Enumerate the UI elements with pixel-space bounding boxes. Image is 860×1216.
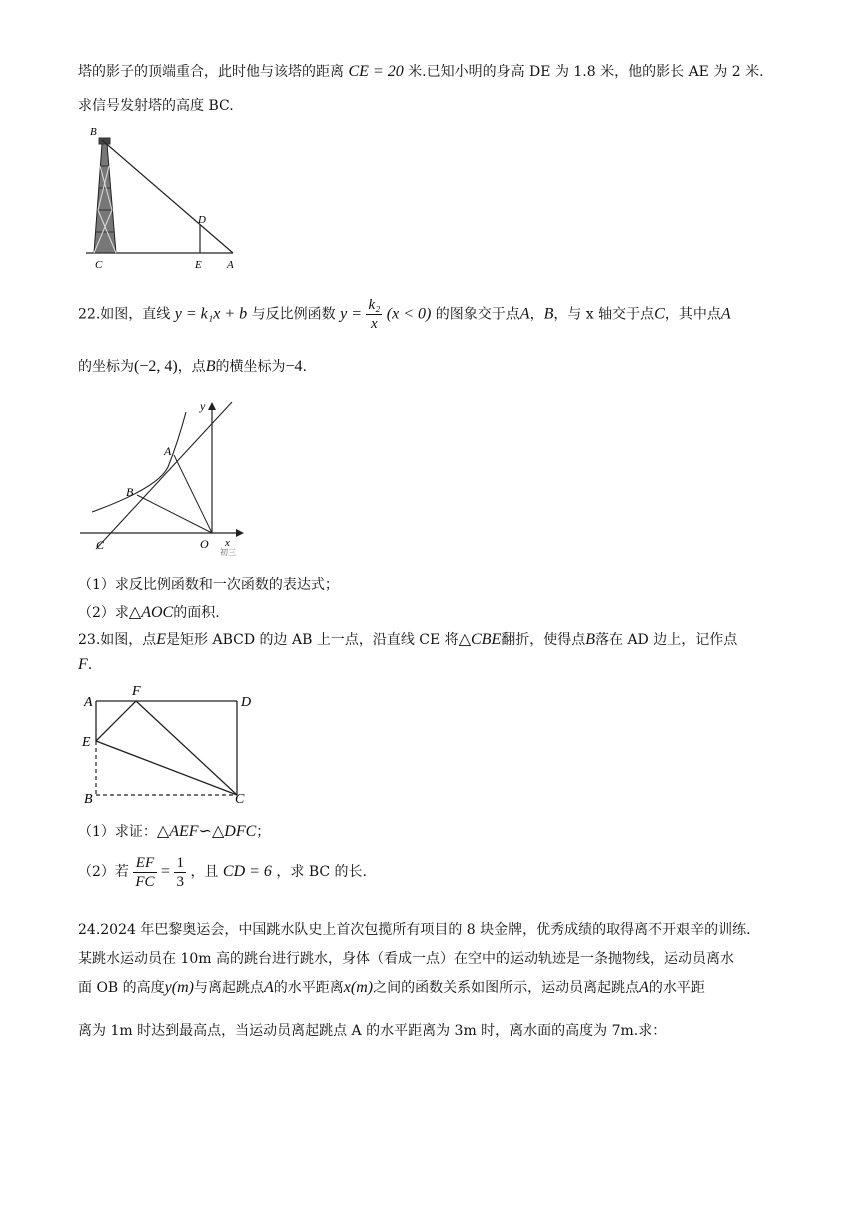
q23-ratio-value — [174, 854, 186, 891]
q24-line3-A2: A — [639, 979, 649, 996]
q22-text-line2 — [78, 357, 307, 377]
q23-line1-c: 翻折，使得点 — [501, 632, 586, 648]
q21-line1-text: 塔的影子的顶端重合，此时他与该塔的距离 — [78, 64, 344, 80]
q23-label-A: A — [84, 695, 93, 710]
q22-x-axis-arrow — [236, 529, 244, 537]
q22-line1-A: A — [519, 305, 530, 323]
q24-text-line4: 离为 1m 时达到最高点，当运动员离起跳点 A 的水平距离为 3m 时，离水面的高度为 7m.求： — [78, 1023, 667, 1039]
q23-frac-FC: FC — [135, 873, 155, 890]
q23-similarity: △AEF∽△DFC — [156, 823, 257, 840]
q22-inverse-condition: (x < 0) — [386, 305, 432, 323]
q23-text-line1 — [78, 630, 737, 650]
q23-sub2-c: ，求 BC 的长. — [276, 864, 367, 880]
q23-frac-one: 1 — [176, 854, 184, 871]
q21-text-line2: 求信号发射塔的高度 BC. — [78, 98, 234, 114]
q21-shadow-line-BA — [102, 140, 233, 253]
q21-label-E: E — [195, 259, 202, 271]
q22-label-O: O — [200, 537, 209, 551]
q24-line3-a: 面 OB 的高度 — [78, 980, 165, 996]
q23-triangle-CBE: △CBE — [458, 631, 502, 648]
q22-label-x: x — [225, 537, 230, 549]
q22-text-line1 — [78, 296, 731, 333]
q22-line1-A2: A — [720, 305, 731, 323]
q24-line3-d: 之间的函数关系如图所示，运动员离起跳点 — [373, 980, 640, 996]
q22-line2-B: B — [205, 358, 216, 375]
q23-sub2-b: ，且 — [190, 864, 219, 880]
q22-point-B-x: −4 — [285, 358, 303, 375]
q22-inverse-fraction — [366, 296, 382, 333]
q23-line1-E: E — [156, 631, 167, 648]
q21-line1-math: CE = 20 — [348, 63, 404, 80]
q22-label-y: y — [200, 399, 206, 413]
q23-segment-EF — [96, 701, 136, 741]
q22-label-A: A — [164, 444, 172, 458]
q24-text-line3 — [78, 978, 705, 998]
q22-line1-d: ，与 x 轴交于点 — [553, 306, 655, 323]
q23-frac-EF: EF — [133, 854, 156, 873]
q23-CD-value: CD = 6 — [222, 863, 272, 880]
q21-label-C: C — [95, 259, 103, 271]
q22-line1-a: 22.如图，直线 — [78, 306, 171, 323]
q22-frac-denominator: x — [371, 316, 378, 332]
q22-function-figure — [78, 392, 253, 562]
q24-y-var: y(m) — [164, 979, 194, 996]
q24-line3-A: A — [263, 979, 274, 996]
q21-label-D: D — [198, 214, 206, 226]
q23-text-line2 — [78, 655, 92, 675]
q22-subquestion-1: （1）求反比例函数和一次函数的表达式； — [78, 577, 339, 593]
q23-ratio-EF-FC — [133, 854, 156, 891]
q22-line1-e: ，其中点 — [664, 306, 721, 323]
q24-x-var: x(m) — [343, 979, 374, 996]
q22-segment-AO — [174, 455, 212, 533]
q22-line2-b: ，点 — [177, 359, 206, 375]
q23-label-D: D — [241, 695, 252, 710]
q23-rectangle-figure — [78, 682, 263, 807]
q21-text-line1 — [78, 62, 764, 82]
q24-line3-b: 与离起跳点 — [193, 980, 264, 996]
q21-tower-figure — [80, 122, 250, 272]
q23-line2-dot: . — [87, 657, 93, 673]
q23-segment-FC — [136, 701, 237, 795]
q22-point-A-coord: (−2, 4) — [134, 358, 178, 375]
q21-line1-rest: 米.已知小明的身高 DE 为 1.8 米，他的影长 AE 为 2 米. — [408, 64, 764, 80]
q23-label-E: E — [82, 735, 91, 750]
q23-segment-EC — [96, 741, 237, 795]
q23-label-B: B — [84, 792, 93, 807]
q22-subquestion-2 — [78, 603, 220, 623]
q22-label-B: B — [126, 485, 134, 499]
q22-watermark: 初三 — [220, 548, 236, 557]
q23-line2-F: F — [78, 656, 88, 673]
q23-frac-three: 3 — [176, 873, 184, 890]
q23-line1-a: 23.如图，点 — [78, 632, 157, 648]
q21-tower-drawing — [94, 138, 116, 253]
q23-subquestion-1 — [78, 822, 270, 842]
q22-sub2-a: （2）求 — [78, 605, 129, 621]
q22-line-equation: y = k₁x + b — [174, 305, 248, 323]
q22-line1-sep: ， — [529, 306, 544, 323]
q22-line1-b: 与反比例函数 — [251, 306, 336, 323]
q22-inverse-eq-left: y = — [340, 305, 362, 323]
q23-subquestion-2 — [78, 853, 367, 891]
q24-line3-e: 的水平距 — [648, 980, 705, 996]
q22-line1-c: 的图象交于点 — [435, 306, 520, 323]
q22-line2-a: 的坐标为 — [78, 359, 134, 375]
q22-line2-d: . — [302, 359, 307, 375]
q23-line1-b: 是矩形 ABCD 的边 AB 上一点，沿直线 CE 将 — [166, 632, 459, 648]
q23-sub1-b: ； — [256, 824, 271, 840]
q24-line3-c: 的水平距离 — [273, 980, 344, 996]
q22-segment-BO — [137, 495, 212, 533]
q24-text-line1: 24.2024 年巴黎奥运会，中国跳水队史上首次包揽所有项目的 8 块金牌，优秀成绩的取得离不开艰辛的训练. — [78, 922, 751, 938]
q23-line1-d: 落在 AD 边上，记作点 — [595, 632, 738, 648]
q23-sub2-a: （2）若 — [78, 864, 129, 880]
q22-hyperbola-curve — [92, 412, 186, 512]
q23-label-F: F — [132, 684, 141, 699]
q24-text-line2: 某跳水运动员在 10m 高的跳台进行跳水，身体（看成一点）在空中的运动轨迹是一条抛物线，运动员离水 — [78, 951, 734, 967]
q22-line2-c: 的横坐标为 — [215, 359, 286, 375]
q23-line1-B: B — [585, 631, 595, 648]
q21-label-A: A — [227, 259, 234, 271]
q23-label-C: C — [235, 792, 245, 807]
q22-line1-C: C — [654, 305, 665, 323]
q22-y-axis-arrow — [208, 402, 216, 410]
q23-frac-equals: = — [161, 863, 171, 880]
q22-label-C: C — [96, 538, 105, 552]
q22-frac-numerator: k₂ — [368, 297, 381, 313]
q23-sub1-a: （1）求证： — [78, 824, 157, 840]
q22-line1-B: B — [543, 305, 554, 323]
q21-label-B: B — [90, 126, 97, 138]
q22-sub2-b: 的面积. — [173, 605, 220, 621]
q22-triangle-AOC: △AOC — [128, 604, 174, 621]
